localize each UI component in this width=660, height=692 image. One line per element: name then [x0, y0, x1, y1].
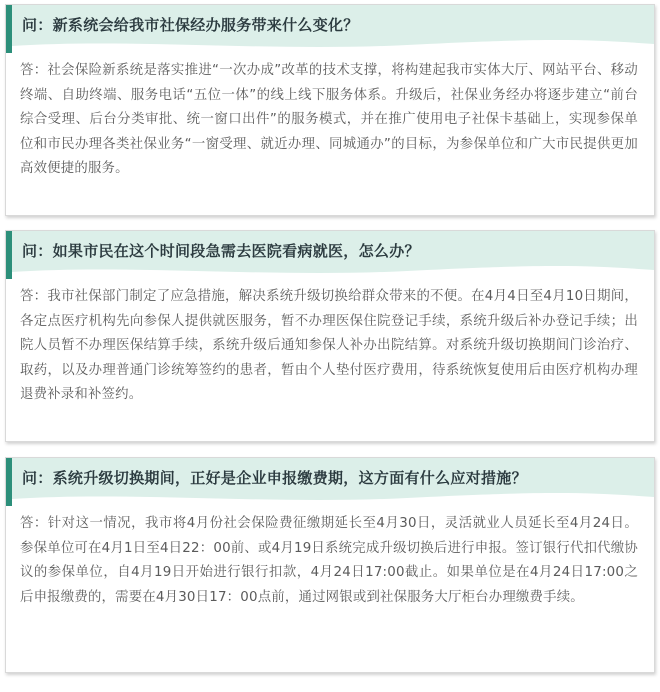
wave-divider — [12, 490, 654, 506]
question-banner — [6, 231, 654, 279]
question-text: 问：如果市民在这个时间段急需去医院看病就医，怎么办？ — [22, 242, 420, 260]
question-banner — [6, 458, 654, 506]
answer-text: 答：社会保险新系统是落实推进“一次办成”改革的技术支撑，将构建起我市实体大厅、网站平台、移动终端、自助终端、服务电话“五位一体”的线上线下服务体系。升级后，社保业务经办将逐步建立“前台综合受理、后台分类审批、统一窗口出件”的服务模式，并在推广使用电子社保卡基础上，实现参保单位和市民办理各类社保业务“一窗受理、就近办理、同城通办”的目标，为参保单位和广大市民提供更加高效便捷的服务。 — [20, 63, 638, 177]
faq-card-2 — [5, 230, 655, 442]
wave-divider — [12, 37, 654, 53]
faq-card-3 — [5, 457, 655, 673]
wave-divider — [12, 263, 654, 279]
answer-text: 答：针对这一情况，我市将4月份社会保险费征缴期延长至4月30日，灵活就业人员延长至4月24日。参保单位可在4月1日至4日22：00前、或4月19日系统完成升级切换后进行申报。签订银行代扣代缴协议的参保单位，自4月19日开始进行银行扣款，4月24日17:00截止。如果单位是在4月24日17:00之后申报缴费的，需要在4月30日17：00点前，通过网银或到社保服务大厅柜台办理缴费手续。 — [20, 516, 638, 605]
question-text: 问：新系统会给我市社保经办服务带来什么变化？ — [22, 16, 359, 34]
question-text: 问：系统升级切换期间，正好是企业申报缴费期，这方面有什么应对措施？ — [22, 469, 527, 487]
question-banner — [6, 5, 654, 53]
answer-text: 答：我市社保部门制定了应急措施，解决系统升级切换给群众带来的不便。在4月4日至4月10日期间，各定点医疗机构先向参保人提供就医服务，暂不办理医保住院登记手续，系统升级后补办登记手续；出院人员暂不办理医保结算手续，系统升级后通知参保人补办出院结算。对系统升级切换期间门诊治疗、取药，以及办理普通门诊统筹签约的患者，暂由个人垫付医疗费用，待系统恢复使用后由医疗机构办理退费补录和补签约。 — [20, 289, 638, 403]
faq-card-1 — [5, 4, 655, 216]
